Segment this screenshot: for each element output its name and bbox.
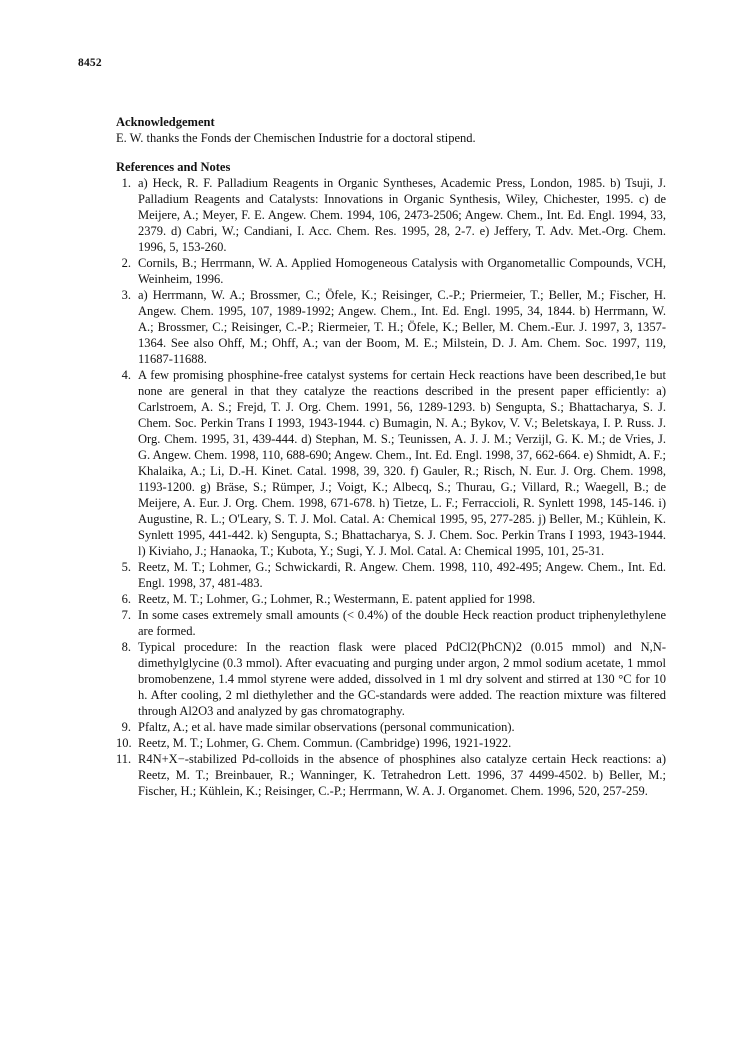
- reference-number: 10.: [116, 736, 132, 750]
- reference-item: [116, 735, 666, 751]
- page-content: [116, 114, 666, 799]
- page-number: 8452: [78, 57, 102, 69]
- reference-item: [116, 175, 666, 255]
- reference-text: Pfaltz, A.; et al. have made similar observations (personal communication).: [138, 720, 515, 734]
- reference-text: Reetz, M. T.; Lohmer, G.; Schwickardi, R. Angew. Chem. 1998, 110, 492-495; Angew. Chem., Int. Ed. Engl. 1998, 37, 481-483.: [138, 560, 666, 590]
- reference-text: Reetz, M. T.; Lohmer, G.; Lohmer, R.; Westermann, E. patent applied for 1998.: [138, 592, 536, 606]
- reference-number: 6.: [121, 592, 131, 606]
- reference-item: [116, 751, 666, 799]
- reference-number: 5.: [121, 560, 131, 574]
- acknowledgement-heading: Acknowledgement: [116, 115, 215, 129]
- acknowledgement-section: [116, 114, 666, 146]
- reference-text: a) Herrmann, W. A.; Brossmer, C.; Öfele, K.; Reisinger, C.-P.; Priermeier, T.; Beller, M.; Fischer, H. Angew. Chem. 1995, 107, 1989-1992; Angew. Chem., Int. Ed. Engl. 1995, 34, 1844. b) Herrmann, W. A.; Brossmer, C.; Reisinger, C.-P.; Riermeier, T. H.; Öfele, K.; Beller, M. Chem.-Eur. J. 1997, 3, 1357-1364. See also Ohff, M.; Ohff, A.; van der Boom, M. E.; Milstein, D. J. Am. Chem. Soc. 1997, 119, 11687-11688.: [138, 288, 666, 366]
- reference-text: R4N+X−-stabilized Pd-colloids in the absence of phosphines also catalyze certain Heck reactions: a) Reetz, M. T.; Breinbauer, R.; Wanninger, K. Tetrahedron Lett. 1996, 37 4499-4502. b) Beller, M.; Fischer, H.; Kühlein, K.; Reisinger, C.-P.; Herrmann, W. A. J. Organomet. Chem. 1996, 520, 257-259.: [138, 752, 666, 798]
- reference-text: Cornils, B.; Herrmann, W. A. Applied Homogeneous Catalysis with Organometallic Compounds, VCH, Weinheim, 1996.: [138, 256, 666, 286]
- acknowledgement-text: E. W. thanks the Fonds der Chemischen Industrie for a doctoral stipend.: [116, 131, 476, 145]
- references-section: [116, 159, 666, 799]
- reference-item: [116, 255, 666, 287]
- reference-number: 7.: [121, 608, 131, 622]
- reference-text: Reetz, M. T.; Lohmer, G. Chem. Commun. (Cambridge) 1996, 1921-1922.: [138, 736, 512, 750]
- reference-item: [116, 591, 666, 607]
- reference-item: [116, 287, 666, 367]
- reference-text: In some cases extremely small amounts (< 0.4%) of the double Heck reaction product triphenylethylene are formed.: [138, 608, 666, 638]
- reference-text: A few promising phosphine-free catalyst systems for certain Heck reactions have been described,1e but none are general in that they catalyze the reactions described in the present paper efficiently: a) Carlstroem, A. S.; Frejd, T. J. Org. Chem. 1991, 56, 1289-1293. b) Sengupta, S.; Bhattacharya, S. J. Chem. Soc. Perkin Trans I 1993, 1943-1944. c) Bumagin, N. A.; Bykov, V. V.; Beletskaya, I. P. Russ. J. Org. Chem. 1995, 31, 439-444. d) Stephan, M. S.; Teunissen, A. J. J. M.; Verzijl, G. K. M.; de Vries, J. G. Angew. Chem. 1998, 110, 688-690; Angew. Chem., Int. Ed. Engl. 1998, 37, 662-664. e) Shmidt, A. F.; Khalaika, A.; Li, D.-H. Kinet. Catal. 1998, 39, 320. f) Gauler, R.; Risch, N. Eur. J. Org. Chem. 1998, 1193-1200. g) Bräse, S.; Rümper, J.; Voigt, K.; Albecq, S.; Thurau, G.; Villard, R.; Waegell, B.; de Meijere, A. Eur. J. Org. Chem. 1998, 671-678. h) Tietze, L. F.; Ferraccioli, R. Synlett 1998, 145-146. i) Augustine, R. L.; O'Leary, S. T. J. Mol. Catal. A: Chemical 1995, 95, 277-285. j) Beller, M.; Kühlein, K. Synlett 1995, 441-442. k) Sengupta, S.; Bhattacharya, S. J. Chem. Soc. Perkin Trans I 1993, 1943-1944. l) Kiviaho, J.; Hanaoka, T.; Kubota, Y.; Sugi, Y. J. Mol. Catal. A: Chemical 1995, 101, 25-31.: [138, 368, 666, 558]
- reference-number: 3.: [121, 288, 131, 302]
- reference-number: 4.: [121, 368, 131, 382]
- reference-number: 9.: [121, 720, 131, 734]
- reference-text: Typical procedure: In the reaction flask were placed PdCl2(PhCN)2 (0.015 mmol) and N,N-dimethylglycine (0.3 mmol). After evacuating and purging under argon, 2 mmol sodium acetate, 1 mmol bromobenzene, 1.4 mmol styrene were added, dissolved in 1 ml dry solvent and stirred at 130 °C for 10 h. After cooling, 2 ml diethylether and the GC-standards were added. The reaction mixture was filtered through Al2O3 and analyzed by gas chromatography.: [138, 640, 666, 718]
- reference-number: 11.: [116, 752, 132, 766]
- reference-item: [116, 607, 666, 639]
- reference-item: [116, 559, 666, 591]
- reference-item: [116, 639, 666, 719]
- reference-item: [116, 367, 666, 559]
- reference-number: 1.: [121, 176, 131, 190]
- references-heading: References and Notes: [116, 160, 231, 174]
- reference-text: a) Heck, R. F. Palladium Reagents in Organic Syntheses, Academic Press, London, 1985. b) Tsuji, J. Palladium Reagents and Catalysts: Innovations in Organic Synthesis, Wiley, Chichester, 1995. c) de Meijere, A.; Meyer, F. E. Angew. Chem. 1994, 106, 2473-2506; Angew. Chem., Int. Ed. Engl. 1994, 33, 2379. d) Cabri, W.; Candiani, I. Acc. Chem. Res. 1995, 28, 2-7. e) Jeffery, T. Adv. Met.-Org. Chem. 1996, 5, 153-260.: [138, 176, 666, 254]
- reference-number: 2.: [121, 256, 131, 270]
- reference-number: 8.: [121, 640, 131, 654]
- reference-item: [116, 719, 666, 735]
- reference-list: [116, 175, 666, 799]
